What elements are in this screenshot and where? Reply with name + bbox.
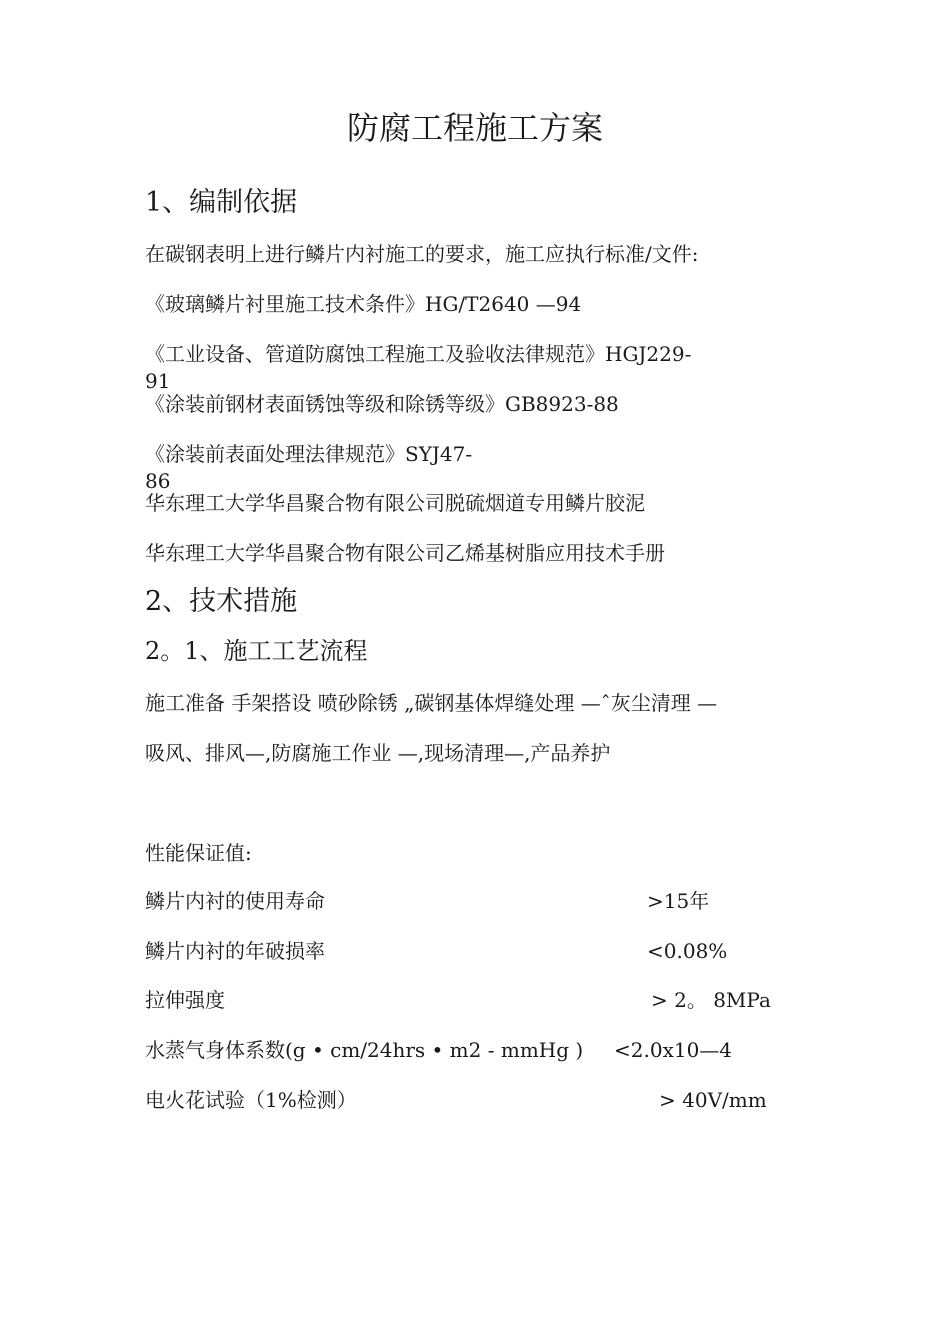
reference-line: 《工业设备、管道防腐蚀工程施工及验收法律规范》HGJ229- — [145, 342, 692, 366]
reference-line: 《玻璃鳞片衬里施工技术条件》HG/T2640 —94 — [145, 292, 582, 316]
performance-item-value: >15年 — [647, 889, 710, 913]
section-heading-basis: 1、编制依据 — [145, 187, 298, 218]
performance-item-name: 拉伸强度 — [145, 988, 225, 1012]
performance-item-value: > 40V/mm — [659, 1088, 767, 1112]
reference-line: 华东理工大学华昌聚合物有限公司乙烯基树脂应用技术手册 — [145, 541, 665, 565]
reference-line: 华东理工大学华昌聚合物有限公司脱硫烟道专用鳞片胶泥 — [145, 491, 645, 515]
subsection-heading-process: 2。1、施工工艺流程 — [145, 637, 368, 665]
section-heading-measures: 2、技术措施 — [145, 586, 298, 617]
performance-item-value: <2.0x10—4 — [614, 1038, 733, 1062]
performance-item-value: <0.08% — [647, 939, 728, 963]
process-flow-line: 施工准备 手架搭设 喷砂除锈 „碳钢基体焊缝处理 —ˆ灰尘清理 — — [145, 691, 718, 715]
reference-line: 《涂装前钢材表面锈蚀等级和除锈等级》GB8923-88 — [145, 392, 619, 416]
performance-item-name: 水蒸气身体系数(g • cm/24hrs • m2 - mmHg ) — [145, 1038, 584, 1062]
reference-line: 91 — [145, 369, 171, 393]
process-flow-line: 吸风、排风—,防腐施工作业 —,现场清理—,产品养护 — [145, 741, 611, 765]
performance-label: 性能保证值: — [145, 841, 252, 865]
basis-intro: 在碳钢表明上进行鳞片内衬施工的要求，施工应执行标准/文件: — [145, 242, 699, 266]
performance-item-value: > 2。 8MPa — [651, 988, 771, 1012]
reference-line: 《涂装前表面处理法律规范》SYJ47- — [145, 442, 473, 466]
performance-item-name: 电火花试验（1%检测） — [145, 1088, 357, 1112]
document-title: 防腐工程施工方案 — [346, 109, 603, 147]
performance-item-name: 鳞片内衬的使用寿命 — [145, 889, 325, 913]
reference-line: 86 — [145, 469, 171, 493]
performance-item-name: 鳞片内衬的年破损率 — [145, 939, 325, 963]
